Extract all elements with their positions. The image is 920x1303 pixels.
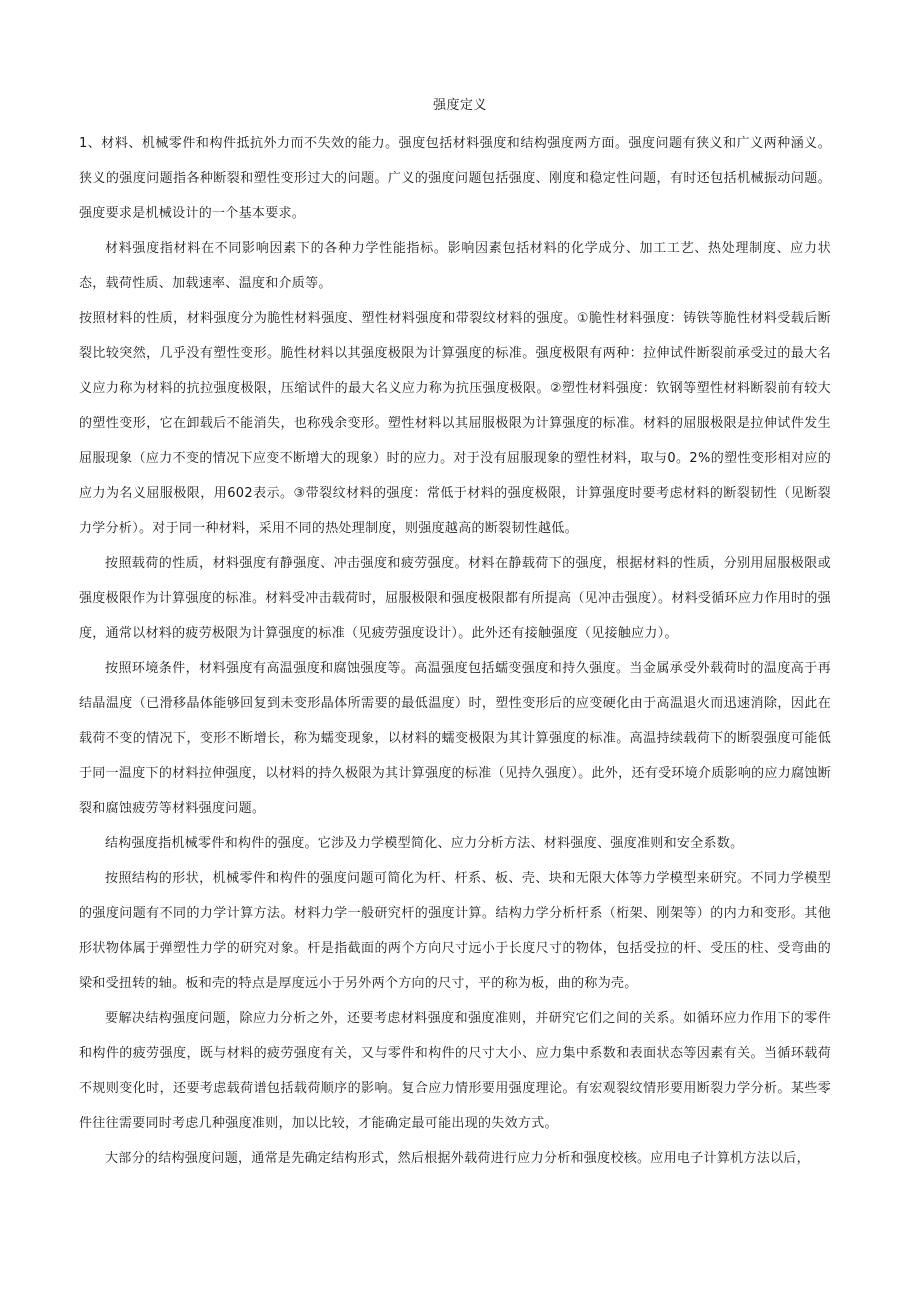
paragraph-2: 材料强度指材料在不同影响因素下的各种力学性能指标。影响因素包括材料的化学成分、加工工艺、热处理制度、应力状态，载荷性质、加载速率、温度和介质等。	[79, 241, 831, 291]
paragraph-7: 按照结构的形状，机械零件和构件的强度问题可简化为杆、杆系、板、壳、块和无限大体等力学模型来研究。不同力学模型的强度问题有不同的力学计算方法。材料力学一般研究杆的强度计算。结构力学分析杆系（桁架、刚架等）的内力和变形。其他形状物体属于弹塑性力学的研究对象。杆是指截面的两个方向尺寸远小于长度尺寸的物体，包括受拉的杆、受压的柱、受弯曲的梁和受扭转的轴。板和壳的特点是厚度远小于另外两个方向的尺寸，平的称为板，曲的称为壳。	[79, 871, 831, 991]
paragraph-6: 结构强度指机械零件和构件的强度。它涉及力学模型简化、应力分析方法、材料强度、强度准则和安全系数。	[105, 836, 744, 851]
document-body	[79, 126, 831, 1176]
document-title: 强度定义	[432, 98, 487, 113]
paragraph-1: 1、材料、机械零件和构件抵抗外力而不失效的能力。强度包括材料强度和结构强度两方面。强度问题有狭义和广义两种涵义。狭义的强度问题指各种断裂和塑性变形过大的问题。广义的强度问题包括强度、刚度和稳定性问题，有时还包括机械振动问题。强度要求是机械设计的一个基本要求。	[79, 136, 831, 221]
paragraph-8: 要解决结构强度问题，除应力分析之外，还要考虑材料强度和强度准则，并研究它们之间的关系。如循环应力作用下的零件和构件的疲劳强度，既与材料的疲劳强度有关，又与零件和构件的尺寸大小、应力集中系数和表面状态等因素有关。当循环载荷不规则变化时，还要考虑载荷谱包括载荷顺序的影响。复合应力情形要用强度理论。有宏观裂纹情形要用断裂力学分析。某些零件往往需要同时考虑几种强度准则，加以比较，才能确定最可能出现的失效方式。	[79, 1011, 831, 1131]
paragraph-4: 按照载荷的性质，材料强度有静强度、冲击强度和疲劳强度。材料在静载荷下的强度，根据材料的性质，分别用屈服极限或强度极限作为计算强度的标准。材料受冲击载荷时，屈服极限和强度极限都有所提高（见冲击强度）。材料受循环应力作用时的强度，通常以材料的疲劳极限为计算强度的标准（见疲劳强度设计）。此外还有接触强度（见接触应力）。	[79, 556, 831, 641]
paragraph-9: 大部分的结构强度问题，通常是先确定结构形式，然后根据外载荷进行应力分析和强度校核。应用电子计算机方法以后，	[105, 1151, 810, 1166]
paragraph-5: 按照环境条件，材料强度有高温强度和腐蚀强度等。高温强度包括蠕变强度和持久强度。当金属承受外载荷时的温度高于再结晶温度（已滑移晶体能够回复到未变形晶体所需要的最低温度）时，塑性变形后的应变硬化由于高温退火而迅速消除，因此在载荷不变的情况下，变形不断增长，称为蠕变现象，以材料的蠕变极限为其计算强度的标准。高温持续载荷下的断裂强度可能低于同一温度下的材料拉伸强度，以材料的持久极限为其计算强度的标准（见持久强度）。此外，还有受环境介质影响的应力腐蚀断裂和腐蚀疲劳等材料强度问题。	[79, 661, 831, 816]
paragraph-3: 按照材料的性质，材料强度分为脆性材料强度、塑性材料强度和带裂纹材料的强度。①脆性材料强度：铸铁等脆性材料受载后断裂比较突然，几乎没有塑性变形。脆性材料以其强度极限为计算强度的标准。强度极限有两种：拉伸试件断裂前承受过的最大名义应力称为材料的抗拉强度极限，压缩试件的最大名义应力称为抗压强度极限。②塑性材料强度：钦钢等塑性材料断裂前有较大的塑性变形，它在卸载后不能消失，也称残余变形。塑性材料以其屈服极限为计算强度的标准。材料的屈服极限是拉伸试件发生屈服现象（应力不变的情况下应变不断增大的现象）时的应力。对于没有屈服现象的塑性材料，取与0。2%的塑性变形相对应的应力为名义屈服极限，用602表示。③带裂纹材料的强度：常低于材料的强度极限，计算强度时要考虑材料的断裂韧性（见断裂力学分析）。对于同一种材料，采用不同的热处理制度，则强度越高的断裂韧性越低。	[79, 311, 831, 536]
